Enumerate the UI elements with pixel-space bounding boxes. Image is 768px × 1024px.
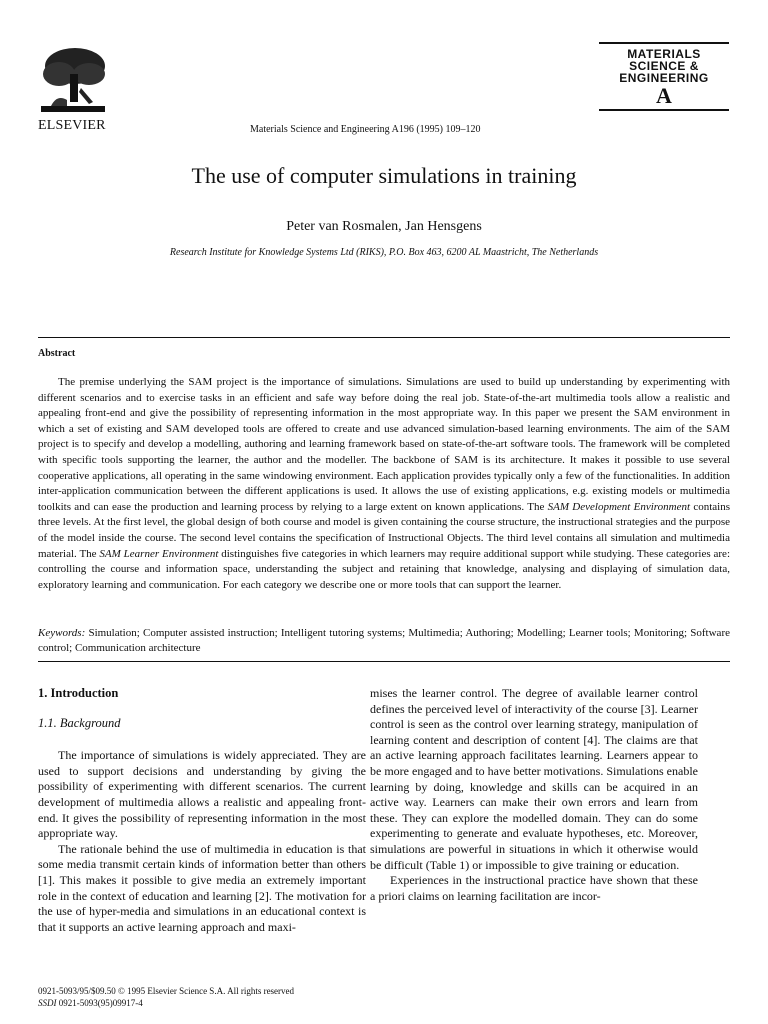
abstract-italic-sam-development-environment: SAM Development Environment bbox=[547, 500, 691, 513]
journal-citation: Materials Science and Engineering A196 (1995) 109–120 bbox=[250, 124, 481, 135]
masthead-top-rule bbox=[599, 42, 729, 44]
keywords bbox=[38, 626, 730, 656]
journal-line-3: ENGINEERING bbox=[619, 71, 709, 85]
publisher-name: ELSEVIER bbox=[38, 118, 106, 133]
article-authors: Peter van Rosmalen, Jan Hensgens bbox=[286, 219, 482, 234]
paragraph: The rationale behind the use of multimedia in education is that some media transmit certain kinds of information better than others [1]. This makes it possible to give media an extremely important role in the context of education and learning [2]. The motivation for the use of hyper-media and simulations in an educational context is that it supports an active learning approach and maxi- bbox=[38, 841, 366, 934]
paragraph: The importance of simulations is widely appreciated. They are used to support decisions and understanding by giving the possibility of experimenting with different scenarios. The current development of multimedia allows a realistic and appealing front-end. It gives the possibility of representing information in the most appropriate way. bbox=[38, 748, 366, 841]
body-column-right bbox=[370, 686, 698, 904]
abstract-heading: Abstract bbox=[38, 348, 76, 359]
abstract-italic-sam-learner-environment: SAM Learner Environment bbox=[99, 547, 219, 560]
subsection-heading-background: 1.1. Background bbox=[38, 715, 121, 730]
paragraph: mises the learner control. The degree of available learner control defines the perceived level of interactivity of the course [3]. Learner control is seen as the control over learning strategy, manipulation of learning content and description of content [4]. The claims are that an active learning approach facilitates learning. Learners appear to be more engaged and to have better motivations. Simulations enable learning by doing, knowledge and skills can be acquired in an active way. Learners can make their own errors and learn from these. They can explore the modelled domain. They can do some experimenting to generate and evaluate hypotheses, etc. Moreover, simulations are powerful in situations in which it otherwise would be difficult (Table 1) or impossible to give training or education. bbox=[370, 686, 698, 872]
abstract-text bbox=[38, 375, 730, 593]
abstract-bottom-rule bbox=[38, 661, 730, 662]
journal-section-letter: A bbox=[656, 83, 672, 108]
body-column-left bbox=[38, 686, 366, 935]
abstract-text-part-3: distinguishes five categories in which learners may require additional support while studying. These categories are: controlling the course and information space, understanding the subject and retaining that knowledge, analysing and displaying of simulation data, exploratory learning and communication. For each category we describe one or more tools that can support the learner. bbox=[38, 547, 730, 591]
ssdi-value: 0921-5093(95)09917-4 bbox=[56, 998, 143, 1008]
author-affiliation: Research Institute for Knowledge Systems Ltd (RIKS), P.O. Box 463, 6200 AL Maastricht, The Netherlands bbox=[169, 247, 599, 258]
abstract-text-part-2: contains three levels. At the first level, the global design of both course and model is given containing the course structure, the instructional strategies and the purpose of the model inside the course. The second level contains the specification of Instructional Objects. The third level contains all simulation and multimedia material. The bbox=[38, 500, 730, 560]
elsevier-tree-logo bbox=[37, 44, 109, 116]
keywords-label: Keywords: bbox=[38, 627, 86, 639]
copyright-footer bbox=[38, 985, 294, 1009]
abstract-text-part-1: The premise underlying the SAM project is the importance of simulations. Simulations are used to build up understanding by experimenting with different scenarios and to exercise tasks in an efficient and safe way before doing the real job. State-of-the-art multimedia tools allow a realistic and appealing front-end and give the possibility of representing information in the most appropriate way. In this paper we present the SAM environment in which a set of existing and SAM developed tools are offered to create and use advanced simulation-based learning environments. The aim of the SAM project is to specify and develop a modelling, authoring and learning framework based on state-of-the-art software tools. The framework will be completed with specific tools supporting the learner, the author and the modeller. The backbone of SAM is its architecture. It makes it possible to use several cooperative applications, all operating in the same windowing environment. Each application provides typically only a few of the functionalities. In addition inter-application communication between the different applications is used. It allows the use of existing applications, e.g. existing models or multimedia toolkits and can ease the production and learning process by relying to a large extent on known applications. The bbox=[38, 376, 730, 513]
copyright-line: 0921-5093/95/$09.50 © 1995 Elsevier Science S.A. All rights reserved bbox=[38, 986, 295, 996]
section-heading-introduction: 1. Introduction bbox=[38, 686, 119, 700]
journal-line-2: SCIENCE & bbox=[629, 59, 699, 73]
article-title: The use of computer simulations in training bbox=[191, 163, 577, 188]
ssdi-label: SSDI bbox=[38, 998, 57, 1008]
paragraph: Experiences in the instructional practice have shown that these a priori claims on learning facilitation are incor- bbox=[370, 873, 698, 903]
ssdi-line bbox=[38, 997, 294, 1009]
abstract-top-rule bbox=[38, 337, 730, 338]
masthead-bottom-rule bbox=[599, 109, 729, 111]
keywords-list: Simulation; Computer assisted instruction; Intelligent tutoring systems; Multimedia; Authoring; Modelling; Learner tools; Monitoring; Software control; Communication architecture bbox=[38, 627, 730, 654]
journal-masthead bbox=[599, 42, 729, 111]
journal-line-1: MATERIALS bbox=[627, 47, 701, 61]
